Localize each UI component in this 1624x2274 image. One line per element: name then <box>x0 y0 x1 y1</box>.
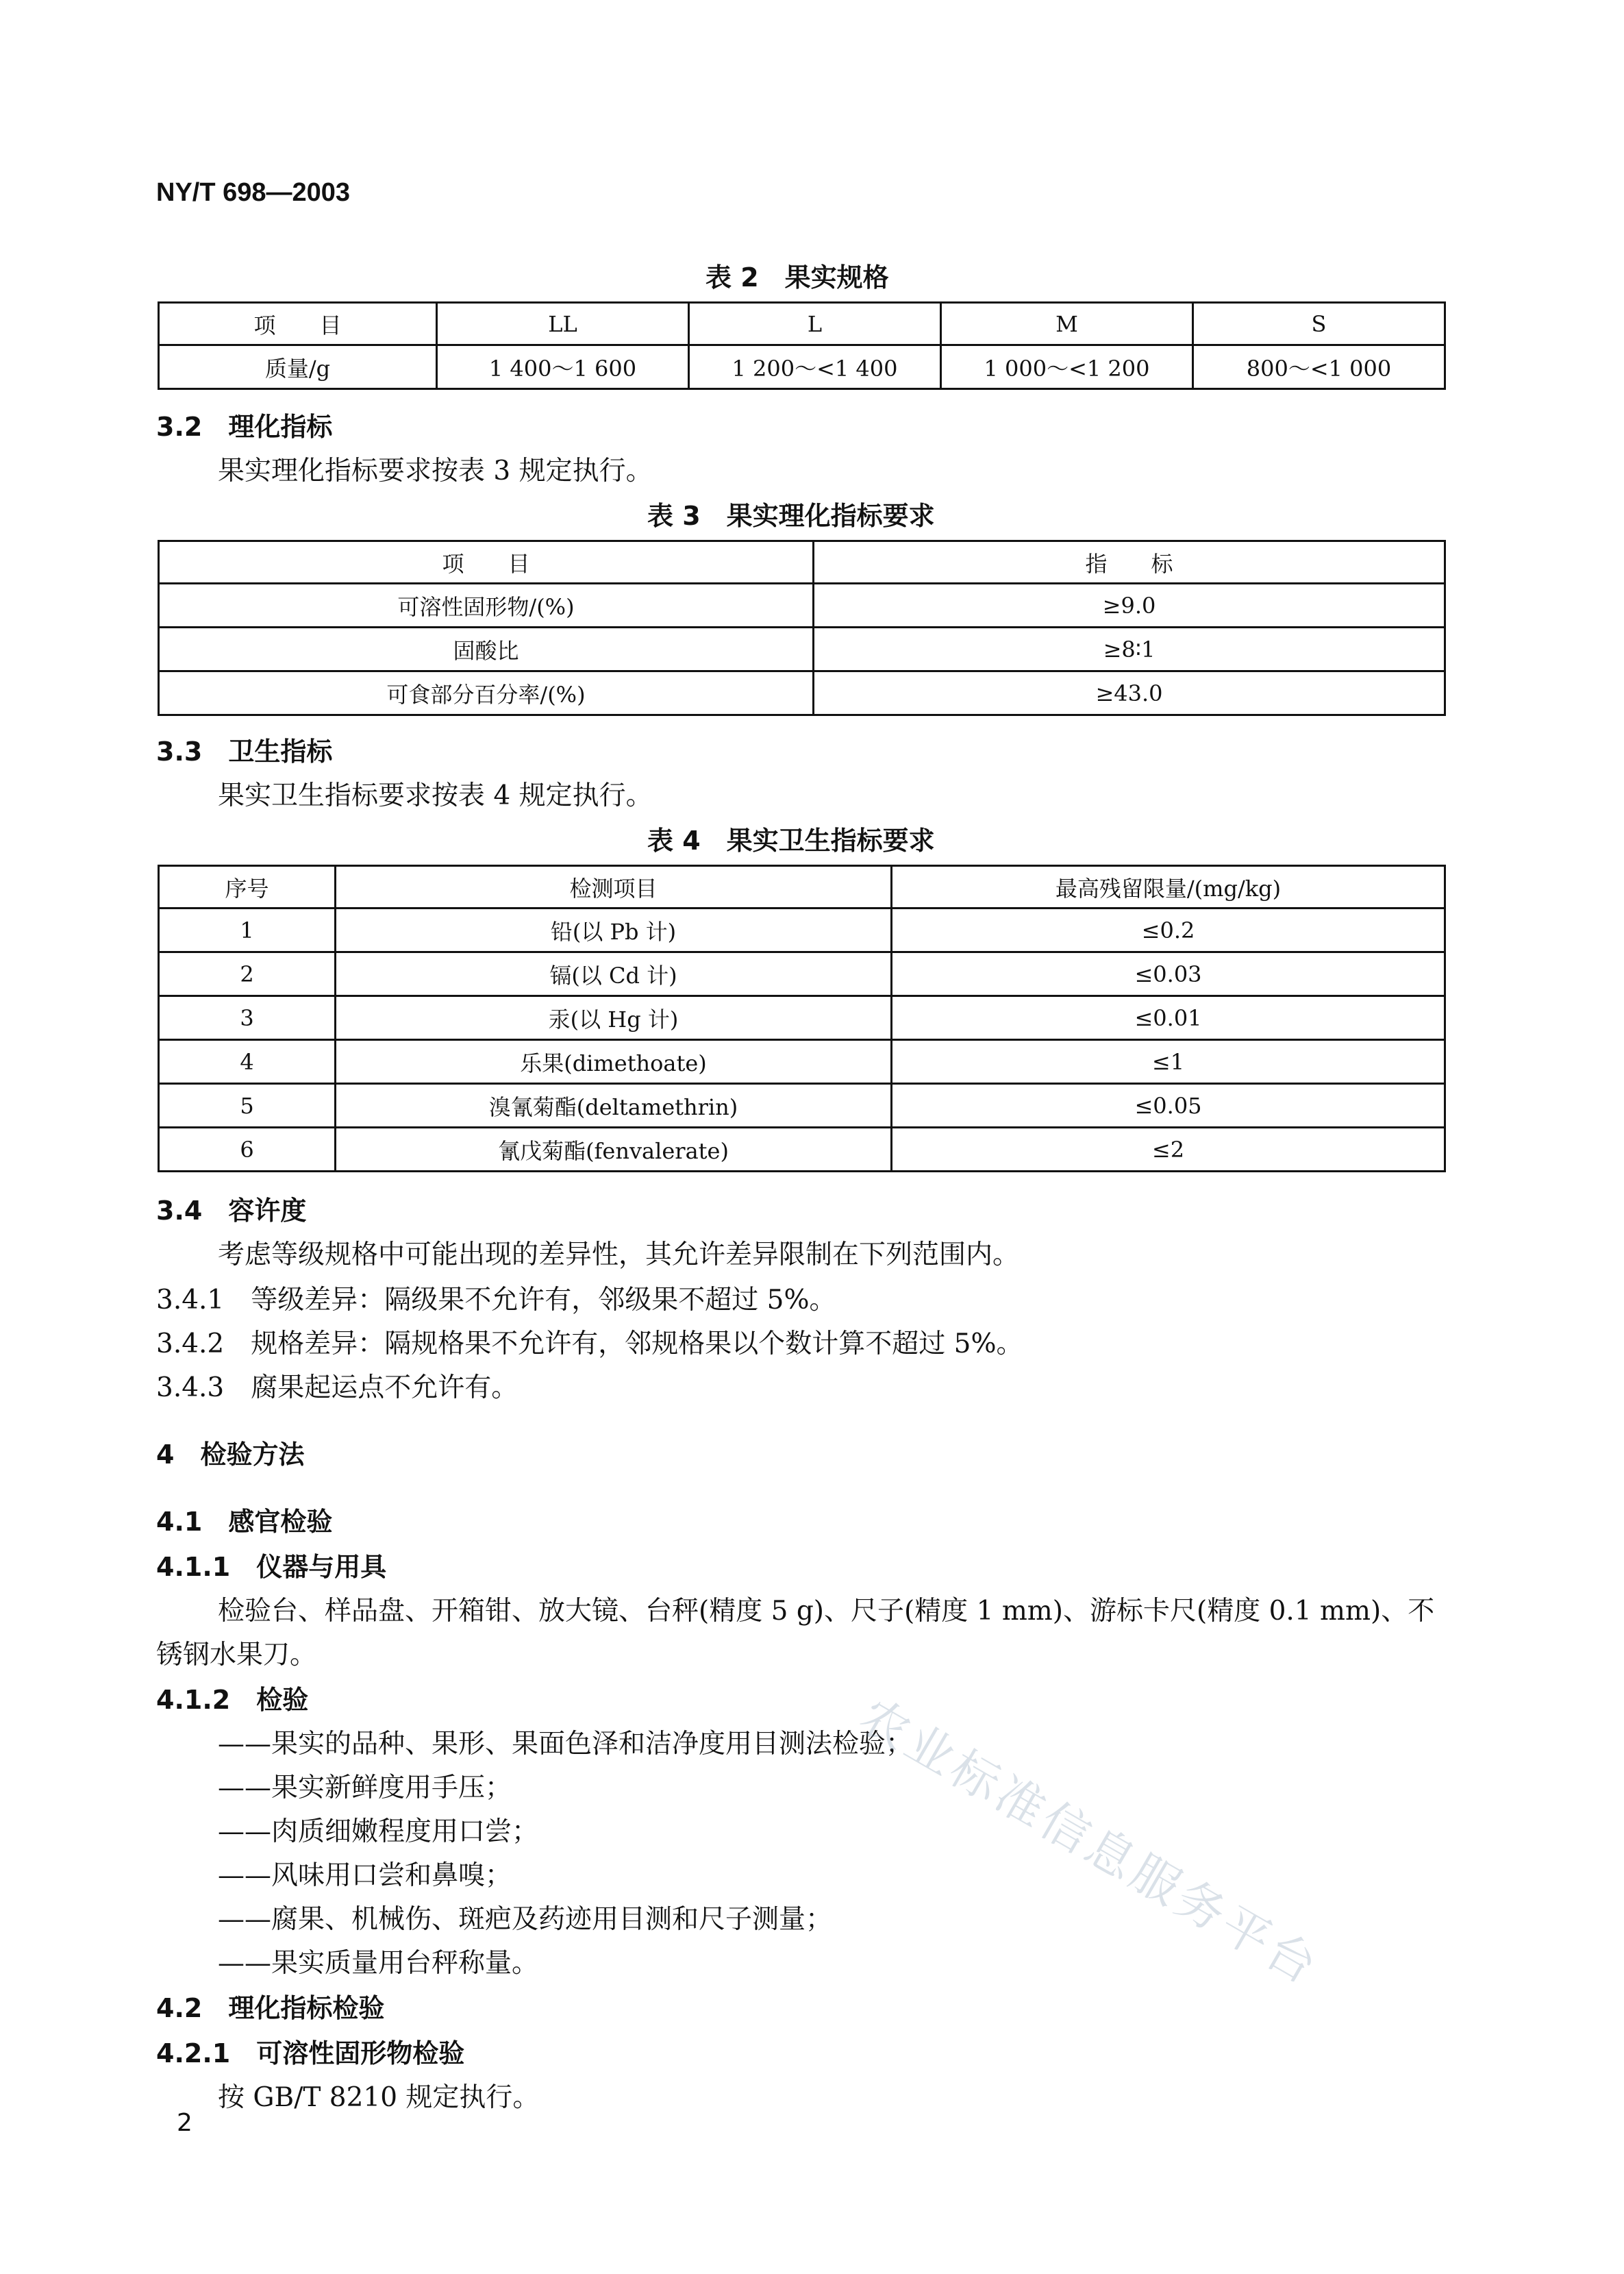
section-3-2-title: 3.2 理化指标 <box>156 412 333 442</box>
list-item: ——果实的品种、果形、果面色泽和洁净度用目测法检验； <box>218 1729 913 1759</box>
section-4-1-1-title: 4.1.1 仪器与用具 <box>156 1552 387 1582</box>
section-4-1-1-line2: 锈钢水果刀。 <box>156 1640 317 1670</box>
section-3-3-text: 果实卫生指标要求按表 4 规定执行。 <box>218 780 653 811</box>
table-cell: 乐果(dimethoate) <box>336 1040 892 1084</box>
table-cell: 镉(以 Cd 计) <box>336 952 892 996</box>
watermark: 农业标准信息服务平台 <box>850 1687 1329 1997</box>
table2 <box>158 301 1446 390</box>
table4-header-cell: 最高残留限量/(mg/kg) <box>892 866 1445 909</box>
list-item: ——风味用口尝和鼻嗅； <box>218 1860 512 1891</box>
table-cell: ≤0.03 <box>892 952 1445 996</box>
table2-header-cell: L <box>689 303 941 345</box>
table-cell: 6 <box>159 1128 336 1172</box>
table-cell: 3 <box>159 996 336 1040</box>
table2-caption: 表 2 果实规格 <box>705 262 889 293</box>
section-3-4-text: 考虑等级规格中可能出现的差异性，其允许差异限制在下列范围内。 <box>218 1239 1020 1270</box>
table4-header-row <box>159 866 1445 909</box>
table-cell: 4 <box>159 1040 336 1084</box>
table-row <box>159 584 1445 628</box>
table-cell: ≥8∶1 <box>814 628 1445 671</box>
table-cell: ≤0.05 <box>892 1084 1445 1128</box>
table3-header-row <box>159 541 1445 584</box>
page-number: 2 <box>177 2109 192 2137</box>
table-cell: 1 000～<1 200 <box>941 345 1193 389</box>
table-cell: 1 <box>159 909 336 952</box>
table-row <box>159 1084 1445 1128</box>
table-cell: ≤0.01 <box>892 996 1445 1040</box>
table-cell: 铅(以 Pb 计) <box>336 909 892 952</box>
table-cell: 800～<1 000 <box>1193 345 1445 389</box>
table-cell: 2 <box>159 952 336 996</box>
clause-3-4-3: 3.4.3 腐果起运点不允许有。 <box>156 1372 519 1403</box>
table-row <box>159 952 1445 996</box>
table-cell: 可溶性固形物/(%) <box>159 584 814 628</box>
table-row <box>159 628 1445 671</box>
table-cell: ≤0.2 <box>892 909 1445 952</box>
table-row <box>159 1128 1445 1172</box>
table-row <box>159 996 1445 1040</box>
table4-header-cell: 序号 <box>159 866 336 909</box>
list-item: ——腐果、机械伤、斑疤及药迹用目测和尺子测量； <box>218 1904 833 1935</box>
clause-3-4-1: 3.4.1 等级差异：隔级果不允许有，邻级果不超过 5%。 <box>156 1285 836 1315</box>
table2-header-row <box>159 303 1445 345</box>
table4-caption: 表 4 果实卫生指标要求 <box>647 826 935 856</box>
table3-header-cell: 指 标 <box>814 541 1445 584</box>
section-4-2-title: 4.2 理化指标检验 <box>156 1993 385 2023</box>
table-cell: ≤1 <box>892 1040 1445 1084</box>
section-4-1-1-line1: 检验台、样品盘、开箱钳、放大镜、台秤(精度 5 g)、尺子(精度 1 mm)、游标卡尺(精度 0.1 mm)、不 <box>218 1596 1435 1627</box>
list-item: ——果实新鲜度用手压； <box>218 1772 512 1803</box>
table-cell: 汞(以 Hg 计) <box>336 996 892 1040</box>
table2-header-cell: M <box>941 303 1193 345</box>
table-cell: ≥9.0 <box>814 584 1445 628</box>
clause-3-4-2: 3.4.2 规格差异：隔规格果不允许有，邻规格果以个数计算不超过 5%。 <box>156 1328 1023 1359</box>
document-number: NY/T 698—2003 <box>156 178 351 207</box>
table-row <box>159 1040 1445 1084</box>
table-row <box>159 345 1445 389</box>
list-item: ——果实质量用台秤称量。 <box>218 1948 539 1979</box>
table-row <box>159 671 1445 715</box>
section-4-2-1-text: 按 GB/T 8210 规定执行。 <box>218 2082 540 2113</box>
list-item: ——肉质细嫩程度用口尝； <box>218 1816 539 1847</box>
section-4-2-1-title: 4.2.1 可溶性固形物检验 <box>156 2038 465 2068</box>
table4 <box>158 865 1446 1172</box>
table-cell: 固酸比 <box>159 628 814 671</box>
table3-caption: 表 3 果实理化指标要求 <box>647 501 935 531</box>
section-3-4-title: 3.4 容许度 <box>156 1196 307 1226</box>
section-4-1-title: 4.1 感官检验 <box>156 1507 333 1537</box>
section-4-1-2-title: 4.1.2 检验 <box>156 1685 309 1715</box>
section-4-title: 4 检验方法 <box>156 1439 305 1470</box>
table-cell: 溴氰菊酯(deltamethrin) <box>336 1084 892 1128</box>
table3-header-cell: 项 目 <box>159 541 814 584</box>
table-cell: ≤2 <box>892 1128 1445 1172</box>
table-cell: 氰戊菊酯(fenvalerate) <box>336 1128 892 1172</box>
table2-header-cell: LL <box>437 303 689 345</box>
table-cell: 质量/g <box>159 345 437 389</box>
section-3-2-text: 果实理化指标要求按表 3 规定执行。 <box>218 456 653 486</box>
table-cell: 1 200～<1 400 <box>689 345 941 389</box>
section-3-3-title: 3.3 卫生指标 <box>156 737 333 767</box>
table-cell: ≥43.0 <box>814 671 1445 715</box>
table-cell: 5 <box>159 1084 336 1128</box>
table-cell: 1 400～1 600 <box>437 345 689 389</box>
table-row <box>159 909 1445 952</box>
table3 <box>158 540 1446 716</box>
table4-header-cell: 检测项目 <box>336 866 892 909</box>
table2-header-cell: 项 目 <box>159 303 437 345</box>
table2-header-cell: S <box>1193 303 1445 345</box>
table-cell: 可食部分百分率/(%) <box>159 671 814 715</box>
